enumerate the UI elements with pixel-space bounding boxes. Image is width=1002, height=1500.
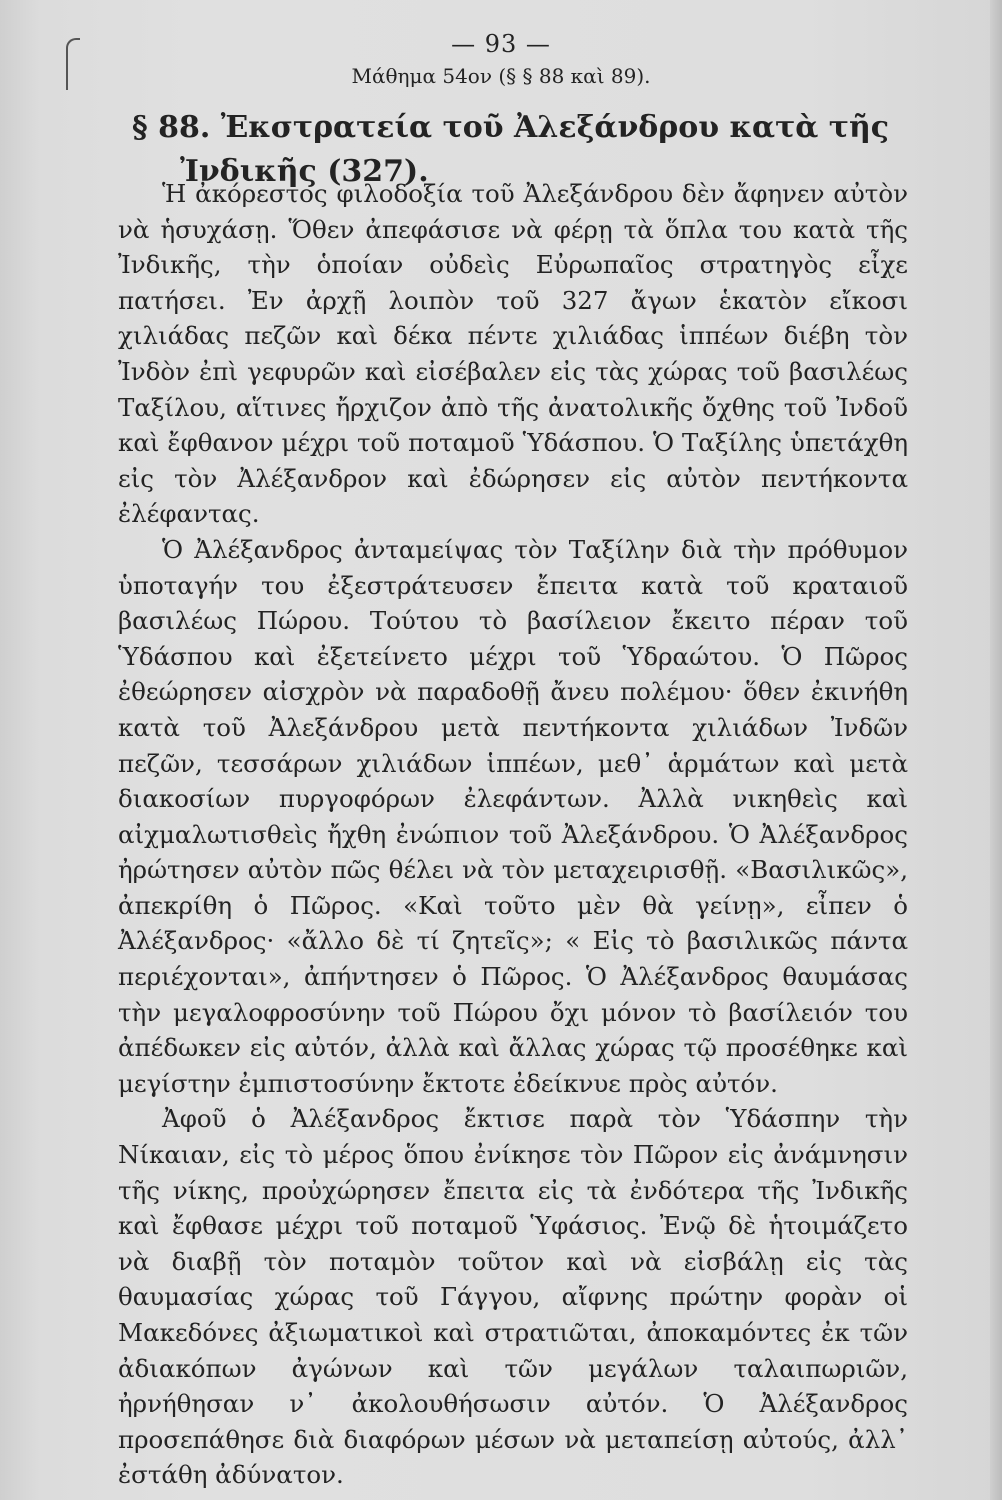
section-heading-line-1: § 88. Ἐκστρατεία τοῦ Ἀλεξάνδρου κατὰ τῆς <box>132 110 890 145</box>
paragraph-2: Ὁ Ἀλέξανδρος ἀνταμείψας τὸν Ταξίλην διὰ τὴν πρόθυμον ὑποταγήν του ἐξεστράτευσεν ἔπειτα κατὰ τοῦ κραταιοῦ βασιλέως Πώρου. Τούτου τὸ βασίλειον ἔκειτο πέραν τοῦ Ὑδάσπου καὶ ἐξετείνετο μέχρι τοῦ Ὑδραώτου. Ὁ Πῶρος ἐθεώρησεν αἰσχρὸν νὰ παραδοθῇ ἄνευ πολέμου· ὅθεν ἐκινήθη κατὰ τοῦ Ἀλεξάνδρου μετὰ πεντήκοντα χιλιάδων Ἰνδῶν πεζῶν, τεσσάρων χιλιάδων ἱππέων, μεθ᾽ ἁρμάτων καὶ μετὰ διακοσίων πυργοφόρων ἐλεφάντων. Ἀλλὰ νικηθεὶς καὶ αἰχμαλωτισθεὶς ἤχθη ἐνώπιον τοῦ Ἀλεξάνδρου. Ὁ Ἀλέξανδρος ἠρώτησεν αὐτὸν πῶς θέλει νὰ τὸν μεταχειρισθῇ. «Βασιλικῶς», ἀπεκρίθη ὁ Πῶρος. «Καὶ τοῦτο μὲν θὰ γείνῃ», εἶπεν ὁ Ἀλέξανδρος· «ἄλλο δὲ τί ζητεῖς»; « Εἰς τὸ βασιλικῶς πάντα περιέχονται», ἀπήντησεν ὁ Πῶρος. Ὁ Ἀλέξανδρος θαυμάσας τὴν μεγαλοφροσύνην τοῦ Πώρου ὄχι μόνον τὸ βασίλειόν του ἀπέδωκεν εἰς αὐτόν, ἀλλὰ καὶ ἄλλας χώρας τῷ προσέθηκε καὶ μεγίστην ἐμπιστοσύνην ἔκτοτε ἐδείκνυε πρὸς αὐτόν. <box>118 534 908 1098</box>
lesson-reference: Μάθημα 54ον (§ § 88 καὶ 89). <box>351 64 651 88</box>
section-heading-line-2: Ἰνδικῆς (327). <box>180 154 429 189</box>
paragraph-3: Ἀφοῦ ὁ Ἀλέξανδρος ἔκτισε παρὰ τὸν Ὑδάσπην τὴν Νίκαιαν, εἰς τὸ μέρος ὅπου ἐνίκησε τὸν Πῶρον εἰς ἀνάμνησιν τῆς νίκης, προὐχώρησεν ἔπειτα εἰς τὰ ἐνδότερα τῆς Ἰνδικῆς καὶ ἔφθασε μέχρι τοῦ ποταμοῦ Ὑφάσιος. Ἐνῷ δὲ ἡτοιμάζετο νὰ διαβῇ τὸν ποταμὸν τοῦτον καὶ νὰ εἰσβάλῃ εἰς τὰς θαυμασίας χώρας τοῦ Γάγγου, αἴφνης πρώτην φορὰν οἱ Μακεδόνες ἀξιωματικοὶ καὶ στρατιῶται, ἀποκαμόντες ἐκ τῶν ἀδιακόπων ἀγώνων καὶ τῶν μεγάλων ταλαιπωριῶν, ἠρνήθησαν ν᾽ ἀκολουθήσωσιν αὐτόν. Ὁ Ἀλέξανδρος προσεπάθησε διὰ διαφόρων μέσων νὰ μεταπείσῃ αὐτούς, ἀλλ᾽ ἐστάθη ἀδύνατον. <box>118 1104 908 1490</box>
body-text <box>118 176 908 1493</box>
page-right-edge <box>990 0 1002 1500</box>
page-number: — 93 — <box>451 30 551 58</box>
paragraph-1: Ἡ ἀκόρεστος φιλοδοξία τοῦ Ἀλεξάνδρου δὲν ἄφηνεν αὐτὸν νὰ ἡσυχάσῃ. Ὅθεν ἀπεφάσισε νὰ φέρῃ τὰ ὅπλα του κατὰ τῆς Ἰνδικῆς, τὴν ὁποίαν οὐδεὶς Εὐρωπαῖος στρατηγὸς εἶχε πατήσει. Ἐν ἀρχῇ λοιπὸν τοῦ 327 ἄγων ἑκατὸν εἴκοσι χιλιάδας πεζῶν καὶ δέκα πέντε χιλιάδας ἱππέων διέβη τὸν Ἰνδὸν ἐπὶ γεφυρῶν καὶ εἰσέβαλεν εἰς τὰς χώρας τοῦ βασιλέως Ταξίλου, αἵτινες ἤρχιζον ἀπὸ τῆς ἀνατολικῆς ὄχθης τοῦ Ἰνδοῦ καὶ ἔφθανον μέχρι τοῦ ποταμοῦ Ὑδάσπου. Ὁ Ταξίλης ὑπετάχθη εἰς τὸν Ἀλέξανδρον καὶ ἐδώρησεν εἰς αὐτὸν πεντήκοντα ἐλέφαντας. <box>118 179 908 529</box>
